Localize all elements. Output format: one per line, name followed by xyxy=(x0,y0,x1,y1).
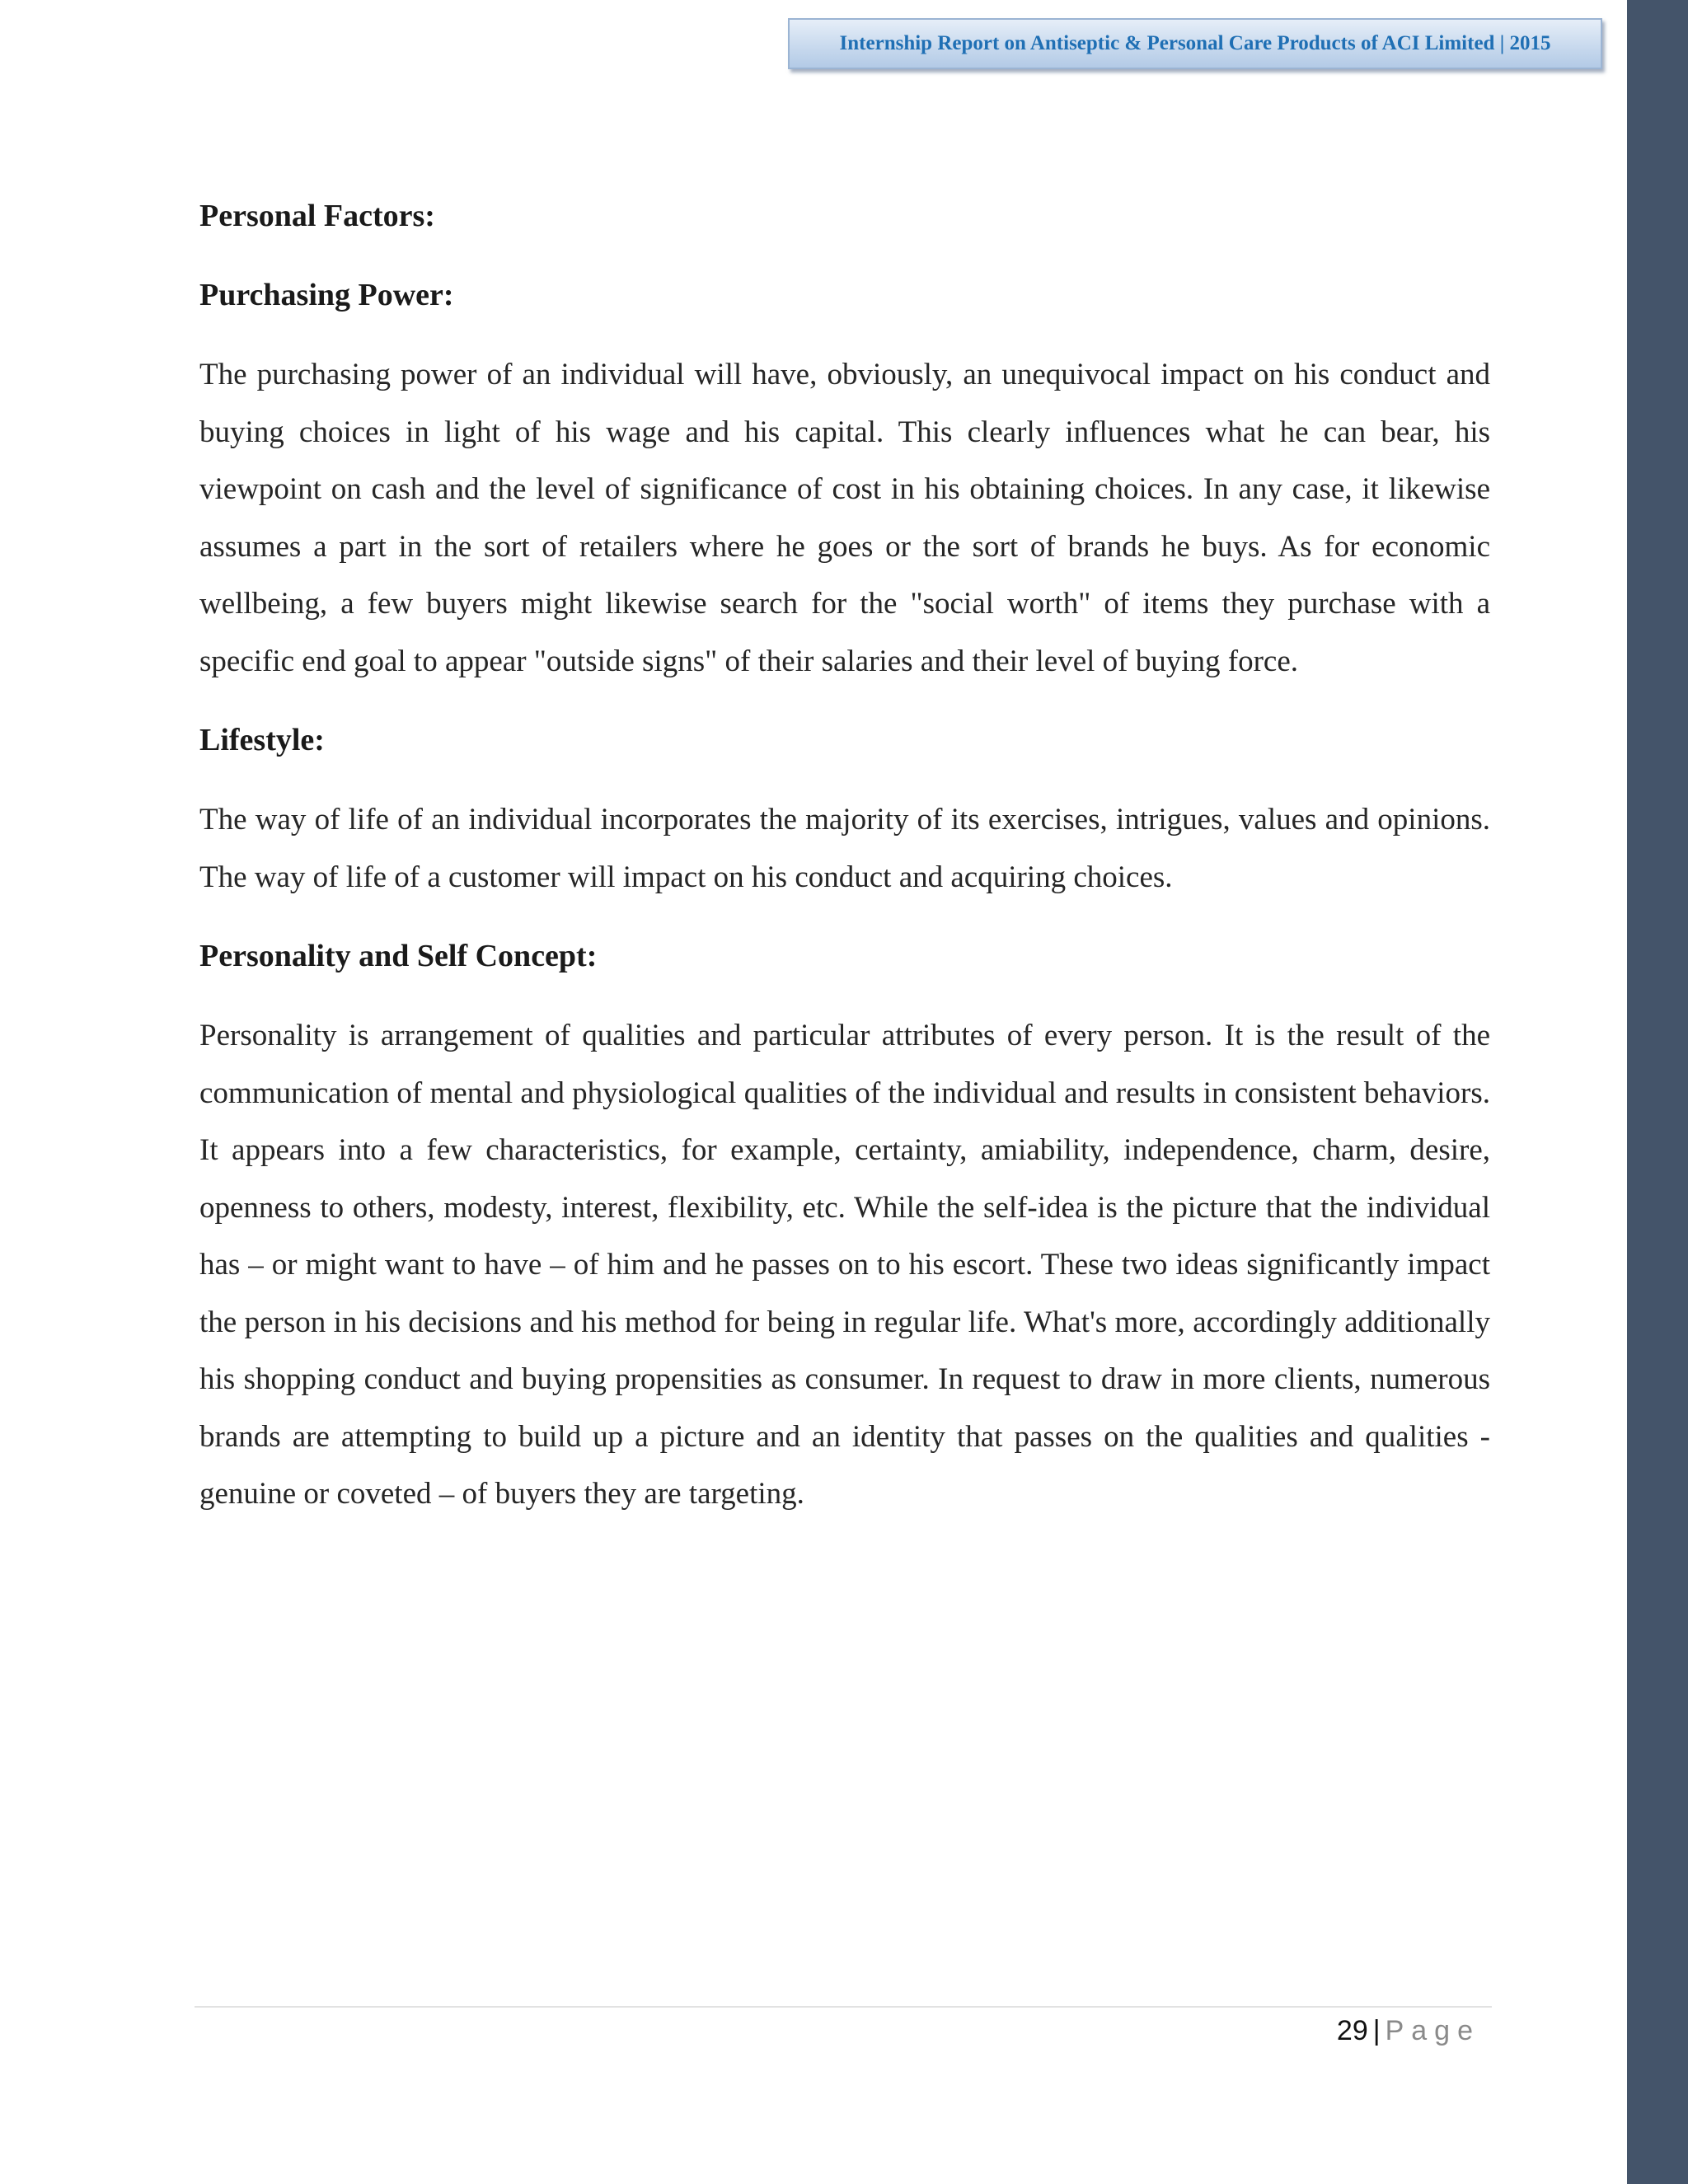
paragraph-lifestyle: The way of life of an individual incorporates the majority of its exercises, intrigues, values and opinions. The way of life of a customer will impact on his conduct and acquiring choices. xyxy=(199,803,1490,894)
footer-divider xyxy=(195,2006,1492,2008)
page-label: Page xyxy=(1385,2015,1480,2046)
page-number-value: 29 xyxy=(1336,2015,1368,2046)
page-content xyxy=(199,188,1490,1545)
paragraph-purchasing-power: The purchasing power of an individual will have, obviously, an unequivocal impact on his conduct and buying choices in light of his wage and his capital. This clearly influences what he can bear, his viewpoint on cash and the level of significance of cost in his obtaining choices. In any case, it likewise assumes a part in the sort of retailers where he goes or the sort of brands he buys. As for economic wellbeing, a few buyers might likewise search for the "social worth" of items they purchase with a specific end goal to appear "outside signs" of their salaries and their level of buying force. xyxy=(199,358,1490,678)
section-heading-personal-factors: Personal Factors: xyxy=(199,199,435,233)
section-heading-lifestyle: Lifestyle: xyxy=(199,723,325,757)
section-heading-purchasing-power: Purchasing Power: xyxy=(199,278,454,312)
section-heading-personality: Personality and Self Concept: xyxy=(199,939,598,973)
page-number xyxy=(1337,2011,1480,2050)
page-number-separator: | xyxy=(1372,2015,1381,2046)
side-bar xyxy=(1627,0,1688,2184)
header-title: Internship Report on Antiseptic & Personal Care Products of ACI Limited | 2015 xyxy=(839,32,1551,54)
paragraph-personality: Personality is arrangement of qualities and particular attributes of every person. It is the result of the communication of mental and physiological qualities of the individual and results in consistent behaviors. It appears into a few characteristics, for example, certainty, amiability, independence, charm, desire, openness to others, modesty, interest, flexibility, etc. While the self-idea is the picture that the individual has – or might want to have – of him and he passes on to his escort. These two ideas significantly impact the person in his decisions and his method for being in regular life. What's more, accordingly additionally his shopping conduct and buying propensities as consumer. In request to draw in more clients, numerous brands are attempting to build up a picture and an identity that passes on the qualities and qualities -genuine or coveted – of buyers they are targeting. xyxy=(199,1019,1491,1511)
header-banner xyxy=(788,18,1602,69)
